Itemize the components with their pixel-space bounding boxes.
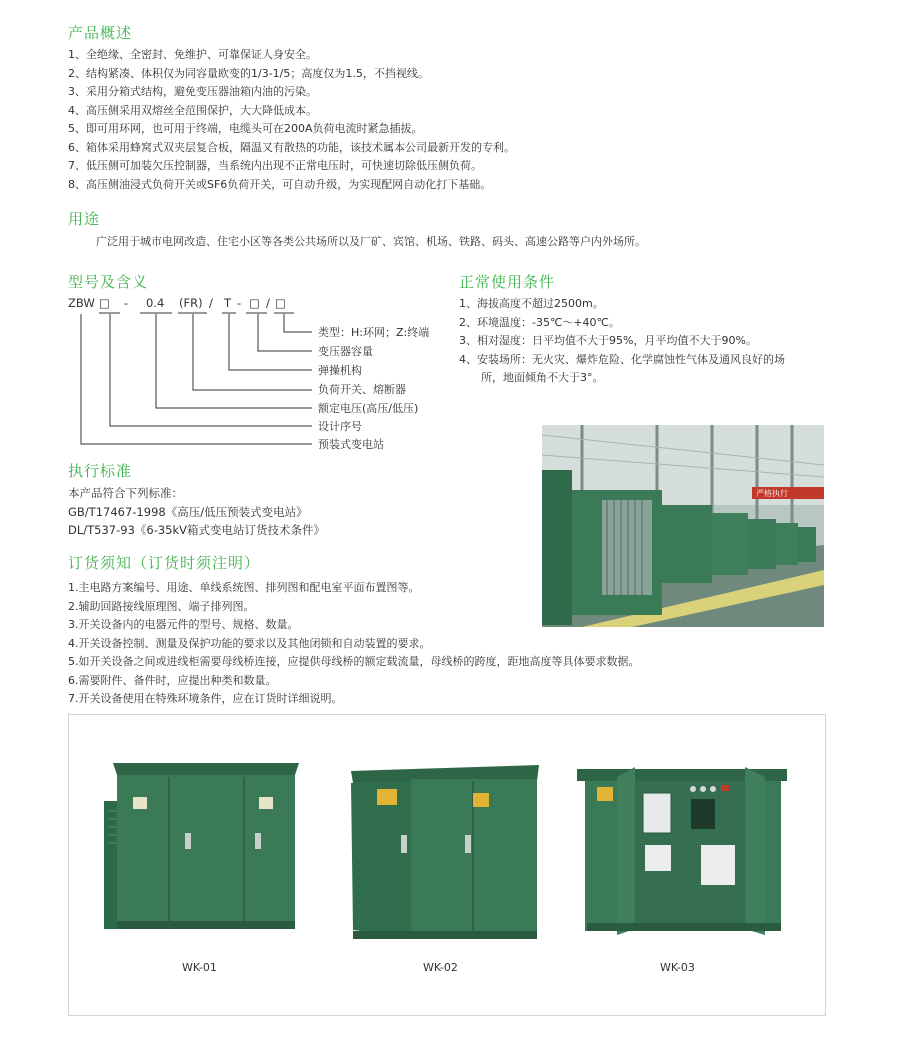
usage-title: 用途: [68, 210, 101, 228]
standard-item: GB/T17467-1998《高压/低压预装式变电站》: [68, 504, 308, 519]
code-part: -: [124, 296, 129, 310]
overview-item: 4、高压侧采用双熔丝全范围保护，大大降低成本。: [68, 103, 317, 117]
overview-item: 2、结构紧凑、体积仅为同容量欧变的1/3-1/5；高度仅为1.5，不挡视线。: [68, 66, 429, 80]
condition-item: 3、相对湿度：日平均值不大于95%，月平均值不大于90%。: [459, 334, 757, 347]
factory-banner: 严格执行: [756, 489, 788, 498]
code-part: □: [99, 296, 110, 310]
code-part: □: [249, 296, 260, 310]
model-diagram-lines: [0, 0, 904, 460]
product-gallery: [68, 714, 826, 1016]
model-label: 设计序号: [318, 420, 362, 433]
ordering-title: 订货须知（订货时须注明）: [68, 554, 261, 572]
ordering-item: 3.开关设备内的电器元件的型号、规格、数量。: [68, 618, 299, 631]
overview-item: 8、高压侧油浸式负荷开关或SF6负荷开关，可自动升级，为实现配网自动化打下基础。: [68, 177, 492, 191]
standards-list: [68, 484, 325, 540]
standard-item: DL/T537-93《6-35kV箱式变电站订货技术条件》: [68, 523, 326, 537]
standard-item: 本产品符合下列标准：: [68, 486, 183, 500]
condition-item: 1、海拔高度不超过2500m。: [459, 297, 604, 310]
ordering-item: 2.辅助回路接线原理图、端子排列图。: [68, 599, 255, 613]
wk01-cabinet-image: [99, 763, 304, 935]
code-part: (FR): [179, 296, 203, 310]
wk03-cabinet-image: [575, 763, 795, 943]
wk02-cabinet-image: [341, 765, 546, 943]
conditions-title: 正常使用条件: [459, 273, 556, 291]
overview-item: 1、全绝缘、全密封、免维护、可靠保证人身安全。: [68, 48, 317, 61]
ordering-list: [68, 579, 640, 709]
code-part: -: [237, 296, 242, 310]
code-part: ZBW: [68, 296, 95, 310]
usage-text: 广泛用于城市电网改造、住宅小区等各类公共场所以及厂矿、宾馆、机场、铁路、码头、高速公路等户内外场所。: [96, 235, 646, 248]
ordering-item: 1.主电路方案编号、用途、单线系统图、排列图和配电室平面布置图等。: [68, 581, 420, 594]
product-caption: WK-03: [660, 961, 695, 974]
ordering-item: 7.开关设备使用在特殊环境条件，应在订货时详细说明。: [68, 692, 343, 705]
code-part: /: [209, 296, 213, 310]
model-title: 型号及含义: [68, 273, 149, 291]
product-caption: WK-02: [423, 961, 458, 974]
condition-item: 所，地面倾角不大于3°。: [481, 371, 604, 384]
model-label: 弹操机构: [318, 364, 362, 377]
overview-item: 7、低压侧可加装欠压控制器，当系统内出现不正常电压时，可快速切除低压侧负荷。: [68, 159, 482, 172]
ordering-item: 5.如开关设备之间或进线柜需要母线桥连接，应提供母线桥的额定载流量，母线桥的跨度，距地高度等具体要求数据。: [68, 655, 640, 668]
model-label: 额定电压(高压/低压): [318, 402, 419, 415]
code-part: /: [266, 296, 270, 310]
conditions-list: [459, 295, 785, 388]
code-part: T: [224, 296, 232, 310]
model-label: 类型：H:环网；Z:终端: [318, 326, 430, 339]
ordering-item: 6.需要附件、备件时，应提出种类和数量。: [68, 673, 277, 687]
condition-item: 2、环境温度：-35℃～+40℃。: [459, 315, 620, 329]
standards-title: 执行标准: [68, 462, 133, 480]
condition-item: 4、安装场所：无火灾、爆炸危险、化学腐蚀性气体及通风良好的场: [459, 352, 785, 366]
ordering-item: 4.开关设备控制、测量及保护功能的要求以及其他闭锁和自动装置的要求。: [68, 636, 431, 650]
model-label: 变压器容量: [318, 345, 373, 358]
overview-item: 3、采用分箱式结构，避免变压器油箱内油的污染。: [68, 85, 317, 98]
code-part: 0.4: [146, 296, 165, 310]
model-label: 负荷开关、熔断器: [318, 383, 406, 396]
overview-item: 5、即可用环网，也可用于终端，电缆头可在200A负荷电流时紧急插拔。: [68, 122, 423, 135]
model-label: 预装式变电站: [318, 438, 384, 451]
code-part: □: [275, 296, 286, 310]
overview-title: 产品概述: [68, 24, 133, 42]
product-caption: WK-01: [182, 961, 217, 974]
overview-item: 6、箱体采用蜂窝式双夹层复合板，隔温又有散热的功能，该技术属本公司最新开发的专利。: [68, 140, 515, 154]
